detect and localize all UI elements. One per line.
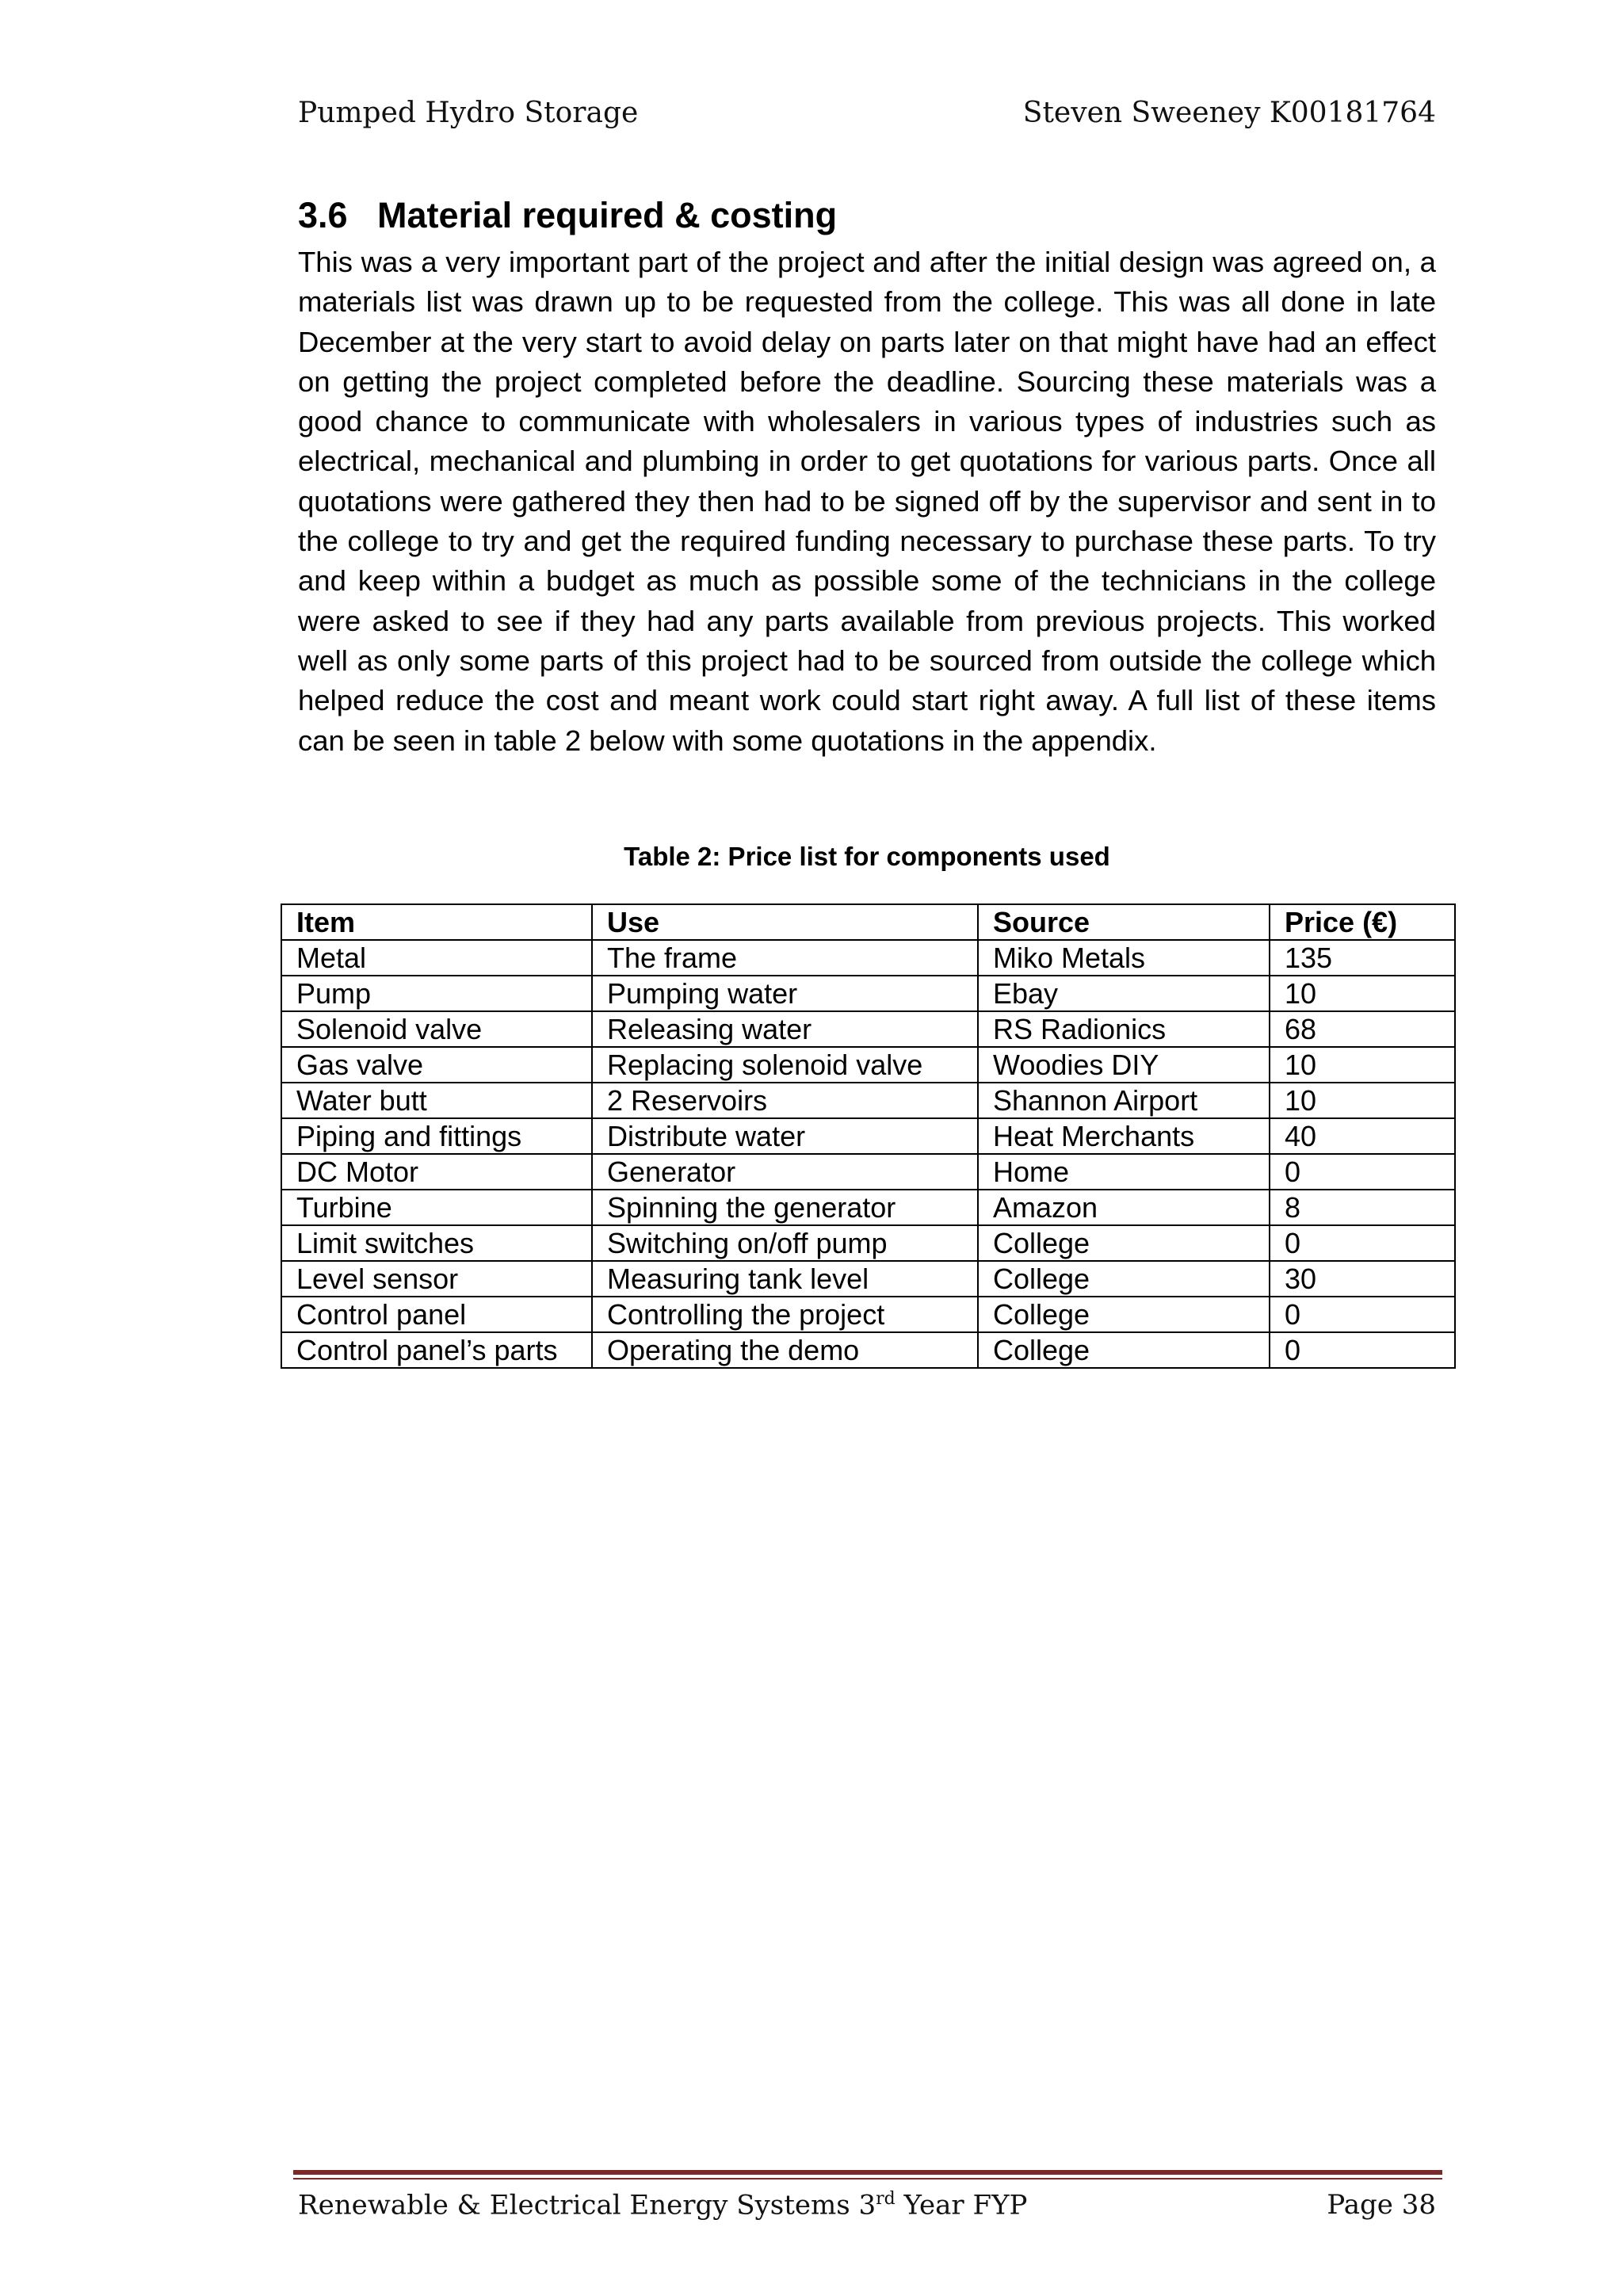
- page-number: Page 38: [1327, 2189, 1436, 2221]
- cell-use: Spinning the generator: [592, 1190, 978, 1225]
- cell-use: Operating the demo: [592, 1332, 978, 1368]
- column-header-source: Source: [978, 904, 1270, 940]
- table-row: [281, 1118, 1455, 1154]
- cell-source: College: [978, 1297, 1270, 1332]
- table-row: [281, 1190, 1455, 1225]
- table-row: [281, 1083, 1455, 1118]
- table-row: [281, 1011, 1455, 1047]
- cell-use: Releasing water: [592, 1011, 978, 1047]
- cell-item: Metal: [281, 940, 592, 976]
- cell-item: Pump: [281, 976, 592, 1011]
- cell-item: Control panel: [281, 1297, 592, 1332]
- cell-use: The frame: [592, 940, 978, 976]
- section-title: Material required & costing: [377, 195, 838, 235]
- table-body: [281, 940, 1455, 1368]
- cell-item: DC Motor: [281, 1154, 592, 1190]
- cell-use: Pumping water: [592, 976, 978, 1011]
- cell-source: Home: [978, 1154, 1270, 1190]
- cell-use: Switching on/off pump: [592, 1225, 978, 1261]
- price-table: [281, 904, 1456, 1369]
- cell-price: 10: [1270, 1047, 1455, 1083]
- cell-use: Controlling the project: [592, 1297, 978, 1332]
- cell-item: Limit switches: [281, 1225, 592, 1261]
- cell-price: 10: [1270, 976, 1455, 1011]
- section-number: 3.6: [298, 195, 348, 235]
- cell-source: College: [978, 1261, 1270, 1297]
- table-row: [281, 940, 1455, 976]
- cell-item: Solenoid valve: [281, 1011, 592, 1047]
- footer-course: Renewable & Electrical Energy Systems 3rd Year FYP: [298, 2189, 1028, 2222]
- cell-use: Distribute water: [592, 1118, 978, 1154]
- table-row: [281, 976, 1455, 1011]
- table-row: [281, 1332, 1455, 1368]
- cell-price: 8: [1270, 1190, 1455, 1225]
- cell-price: 30: [1270, 1261, 1455, 1297]
- table-caption: Table 2: Price list for components used: [624, 842, 1110, 871]
- body-paragraph: This was a very important part of the project and after the initial design was agreed on, a materials list was drawn up to be requested from the college. This was all done in late December at the very start to avoid delay on parts later on that might have had an effect on getting the project completed before the deadline. Sourcing these materials was a good chance to communicate with wholesalers in various types of industries such as electrical, mechanical and plumbing in order to get quotations for various parts. Once all quotations were gathered they then had to be signed off by the supervisor and sent in to the college to try and get the required funding necessary to purchase these parts. To try and keep within a budget as much as possible some of the technicians in the college were asked to see if they had any parts available from previous projects. This worked well as only some parts of this project had to be sourced from outside the college which helped reduce the cost and meant work could start right away. A full list of these items can be seen in table 2 below with some quotations in the appendix.: [298, 246, 1436, 757]
- cell-item: Turbine: [281, 1190, 592, 1225]
- page-footer: [298, 2189, 1436, 2221]
- cell-source: RS Radionics: [978, 1011, 1270, 1047]
- cell-price: 40: [1270, 1118, 1455, 1154]
- cell-use: Replacing solenoid valve: [592, 1047, 978, 1083]
- cell-use: 2 Reservoirs: [592, 1083, 978, 1118]
- table-header-row: [281, 904, 1455, 940]
- section-heading: [298, 195, 837, 236]
- cell-source: Amazon: [978, 1190, 1270, 1225]
- cell-price: 0: [1270, 1225, 1455, 1261]
- cell-item: Water butt: [281, 1083, 592, 1118]
- cell-price: 0: [1270, 1297, 1455, 1332]
- cell-item: Control panel’s parts: [281, 1332, 592, 1368]
- cell-price: 68: [1270, 1011, 1455, 1047]
- cell-source: College: [978, 1225, 1270, 1261]
- cell-use: Generator: [592, 1154, 978, 1190]
- footer-rule: [293, 2170, 1442, 2175]
- cell-item: Level sensor: [281, 1261, 592, 1297]
- table-row: [281, 1261, 1455, 1297]
- cell-source: Shannon Airport: [978, 1083, 1270, 1118]
- table-row: [281, 1154, 1455, 1190]
- cell-price: 0: [1270, 1154, 1455, 1190]
- cell-price: 135: [1270, 940, 1455, 976]
- footer-rule-thin: [293, 2178, 1442, 2179]
- cell-item: Piping and fittings: [281, 1118, 592, 1154]
- cell-source: Ebay: [978, 976, 1270, 1011]
- cell-price: 10: [1270, 1083, 1455, 1118]
- header-title: Pumped Hydro Storage: [298, 97, 639, 129]
- column-header-use: Use: [592, 904, 978, 940]
- cell-item: Gas valve: [281, 1047, 592, 1083]
- page-header: [298, 97, 1436, 129]
- cell-use: Measuring tank level: [592, 1261, 978, 1297]
- cell-source: College: [978, 1332, 1270, 1368]
- cell-source: Heat Merchants: [978, 1118, 1270, 1154]
- column-header-item: Item: [281, 904, 592, 940]
- header-author: Steven Sweeney K00181764: [1022, 97, 1436, 129]
- cell-source: Miko Metals: [978, 940, 1270, 976]
- cell-price: 0: [1270, 1332, 1455, 1368]
- table-row: [281, 1047, 1455, 1083]
- column-header-price: Price (€): [1270, 904, 1455, 940]
- cell-source: Woodies DIY: [978, 1047, 1270, 1083]
- table-row: [281, 1225, 1455, 1261]
- table-row: [281, 1297, 1455, 1332]
